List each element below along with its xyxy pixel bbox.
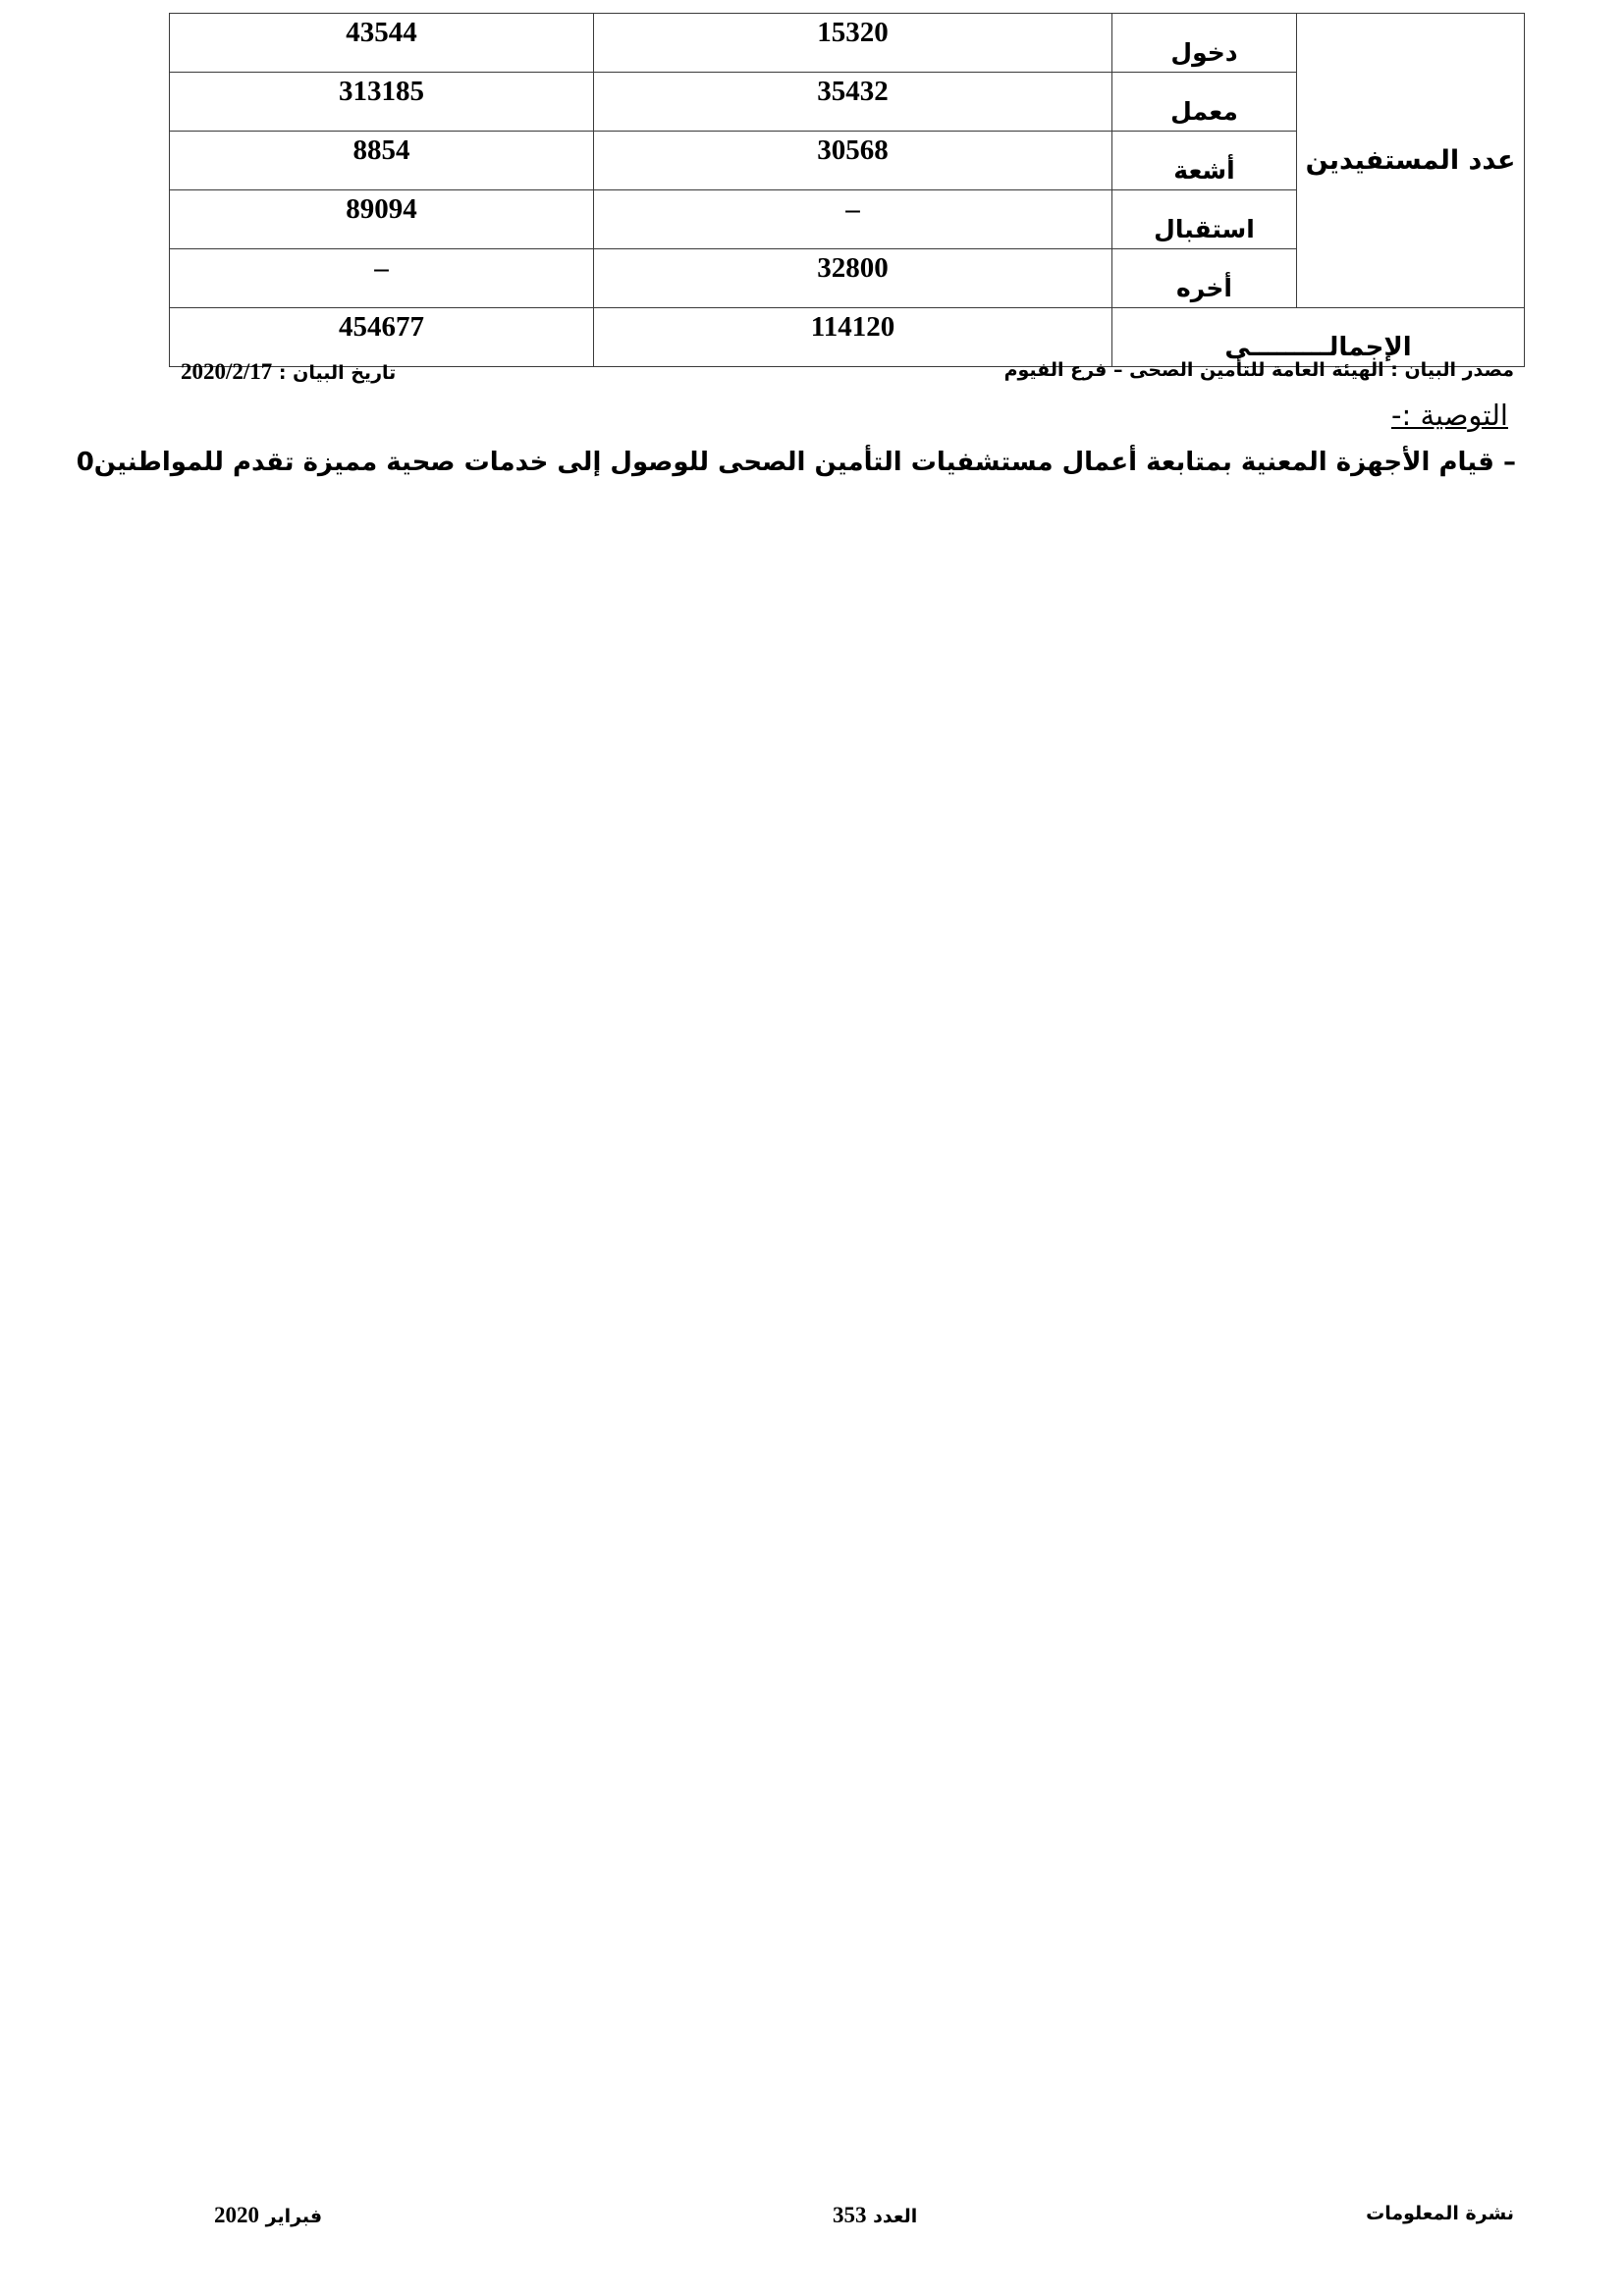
total-cell: 454677 bbox=[170, 308, 594, 367]
footer-year: 2020 bbox=[214, 2203, 259, 2227]
row-label: أشعة bbox=[1112, 132, 1297, 190]
source-note: مصدر البيان : الهيئة العامة للتأمين الصحى – فرع الفيوم bbox=[1003, 359, 1514, 381]
group-label: عدد المستفيدين bbox=[1297, 14, 1525, 308]
total-cell: 114120 bbox=[594, 308, 1112, 367]
row-label: معمل bbox=[1112, 73, 1297, 132]
recommendation-item: – قيام الأجهزة المعنية بمتابعة أعمال مستشفيات التأمين الصحى للوصول إلى خدمات صحية مميزة تقدم للمواطنين0 bbox=[76, 448, 1516, 477]
row-label: استقبال bbox=[1112, 190, 1297, 249]
table-cell: 43544 bbox=[170, 14, 594, 73]
recommendation-heading: التوصية :- bbox=[1390, 399, 1508, 432]
table-cell: 30568 bbox=[594, 132, 1112, 190]
table-cell: 35432 bbox=[594, 73, 1112, 132]
table-cell: 8854 bbox=[170, 132, 594, 190]
date-label: تاريخ البيان : bbox=[278, 362, 397, 384]
total-label: الإجمالـــــــــى bbox=[1112, 308, 1525, 367]
footer-issue bbox=[833, 2203, 917, 2228]
table-row bbox=[170, 14, 1525, 73]
table-cell: 15320 bbox=[594, 14, 1112, 73]
date-note bbox=[181, 359, 396, 385]
date-value: 2020/2/17 bbox=[181, 359, 273, 384]
table-cell: 313185 bbox=[170, 73, 594, 132]
total-row bbox=[170, 308, 1525, 367]
footer-month: فبراير bbox=[265, 2206, 323, 2227]
row-label: دخول bbox=[1112, 14, 1297, 73]
beneficiaries-table bbox=[169, 13, 1525, 367]
footer-date bbox=[214, 2203, 322, 2228]
issue-number: 353 bbox=[833, 2203, 867, 2227]
footer-bulletin-title: نشرة المعلومات bbox=[1366, 2203, 1514, 2224]
issue-label: العدد bbox=[873, 2206, 918, 2227]
table-cell: – bbox=[170, 249, 594, 308]
table-cell: 32800 bbox=[594, 249, 1112, 308]
row-label: أخره bbox=[1112, 249, 1297, 308]
table-cell: – bbox=[594, 190, 1112, 249]
table-cell: 89094 bbox=[170, 190, 594, 249]
